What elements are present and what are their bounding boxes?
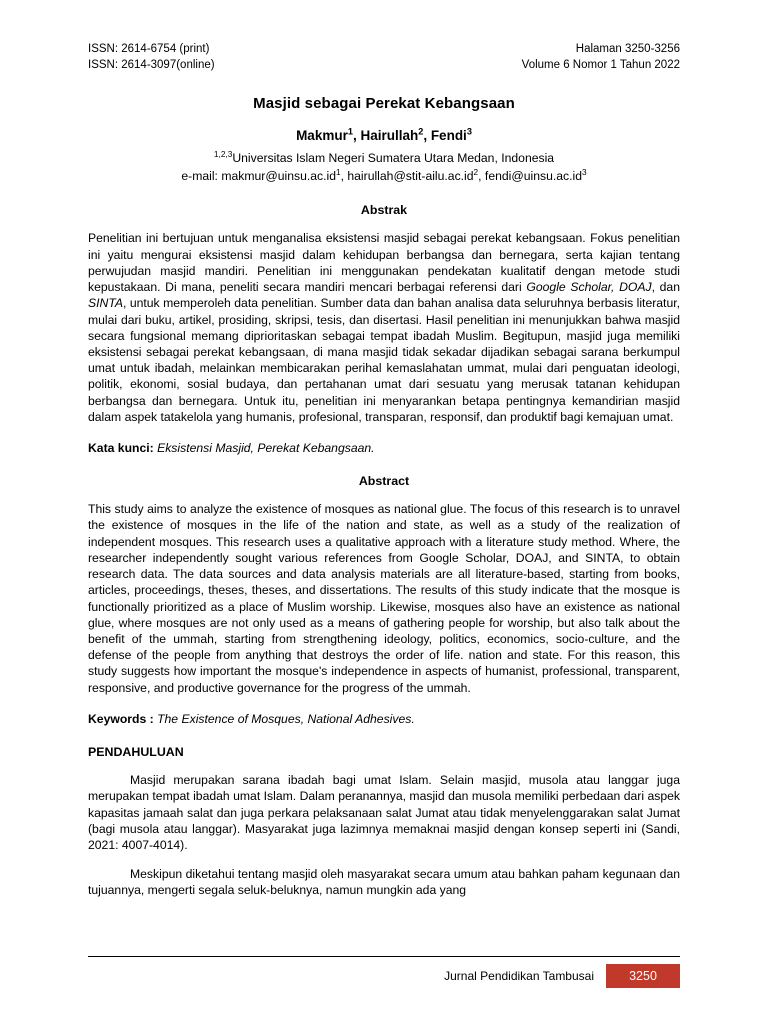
abstract-paragraph: This study aims to analyze the existence of mosques as national glue. The focus of this research is to unravel the existence of mosques in the life of the nation and state, as well as a study of the realization of independent mosques. This research uses a qualitative approach with a literature study method. Where, the researcher independently sought various references from Google Scholar, DOAJ, and SINTA, to obtain research data. The data sources and data analysis materials are all literature-based, starting from books, articles, proceedings, theses, theses, and dissertations. The results of this study indicate that the mosque is functionally prioritized as a place of Muslim worship. Likewise, mosques also have an existence as national glue, where mosques are not only used as a means of gathering people for worship, but also talk about the benefit of the ummah, starting from strengthening ideology, politics, economics, socio-culture, and the defense of the people from anything that destroys the order of life. nation and state. For this reason, this study suggests how important the mosque's independence in aspects of humanist, professional, transparent, responsive, and productive governance for the progress of the ummah. <box>88 502 680 695</box>
kata-kunci-value: Eksistensi Masjid, Perekat Kebangsaan. <box>153 441 375 456</box>
abstrak-part-a: Penelitian ini bertujuan untuk menganalisa eksistensi masjid sebagai perekat kebangsaan. Fokus penelitian ini yaitu mengurai eksistensi masjid dalam kehidupan berbangsa dan bernegara, serta kajian tentang perwujudan masjid mandiri. Penelitian ini menggunakan pendekatan kualitatif dengan metode studi kepustakaan. Di mana, peneliti secara mandiri mencari berbagai referensi dari <box>88 231 680 295</box>
pendahuluan-paragraph-1: Masjid merupakan sarana ibadah bagi umat Islam. Selain masjid, musola atau langgar juga merupakan tempat ibadah umat Islam. Dalam peranannya, masjid dan musola memiliki perbedaan dari aspek kapasitas jamaah salat dan juga perkara pelaksanaan salat Jumat atau tidak menyelenggarakan salat Jumat (bagi musola atau langgar). Masyarakat juga lazimnya memaknai masjid dengan konsep seperti ini (Sandi, 2021: 4007-4014). <box>88 773 680 852</box>
heading-abstract: Abstract <box>358 474 410 489</box>
issn-print: ISSN: 2614-6754 (print) <box>88 43 210 55</box>
author-list <box>88 128 680 143</box>
abstrak-paragraph <box>88 230 680 425</box>
keywords <box>88 711 680 727</box>
footer-divider <box>88 956 680 957</box>
footer-row <box>88 964 680 988</box>
author-2-sup: 2 <box>418 126 424 137</box>
issn-block <box>88 42 215 73</box>
affiliation-text: Universitas Islam Negeri Sumatera Utara Medan, Indonesia <box>232 151 555 166</box>
footer-page-number: 3250 <box>606 964 680 988</box>
heading-pendahuluan: PENDAHULUAN <box>88 745 184 760</box>
issue-block <box>522 42 680 73</box>
keywords-value: The Existence of Mosques, National Adhesives. <box>153 711 415 726</box>
email-3-sup: 3 <box>582 166 587 177</box>
email-2-sup: 2 <box>473 166 479 177</box>
affiliation <box>88 150 680 168</box>
author-sep-2: , Fendi <box>423 128 467 144</box>
abstrak-italic-1: Google Scholar, DOAJ <box>526 280 652 295</box>
email-2: , hairullah@stit-ailu.ac.id <box>340 168 474 183</box>
author-1: Makmur <box>296 128 348 144</box>
pendahuluan-paragraph-2: Meskipun diketahui tentang masjid oleh masyarakat secara umum atau bahkan paham kegunaan dan tujuannya, mengerti segala seluk-beluknya, namun mungkin ada yang <box>88 867 680 898</box>
email-1: e-mail: makmur@uinsu.ac.id <box>181 168 336 183</box>
abstrak-italic-2: SINTA <box>88 296 123 311</box>
email-1-sup: 1 <box>335 166 341 177</box>
heading-abstrak: Abstrak <box>360 203 408 218</box>
kata-kunci <box>88 440 680 456</box>
author-sep-1: , Hairullah <box>352 128 419 144</box>
footer-journal-name: Jurnal Pendidikan Tambusai <box>444 969 594 983</box>
volume-issue: Volume 6 Nomor 1 Tahun 2022 <box>521 58 680 71</box>
page-footer <box>88 956 680 988</box>
page-title: Masjid sebagai Perekat Kebangsaan <box>253 95 515 113</box>
kata-kunci-label: Kata kunci: <box>88 441 154 456</box>
abstrak-part-c: , untuk memperoleh data penelitian. Sumber data dan bahan analisa data seluruhnya berbasis literatur, mulai dari buku, artikel, prosiding, skripsi, tesis, dan disertasi. Hasil penelitian ini menunjukkan bahwa masjid secara fungsional memang diprioritaskan sebagai tempat ibadah Muslim. Begitupun, masjid juga memiliki eksistensi sebagai perekat kebangsaan, di mana masjid tidak sekadar dijadikan sebagai sarana berkumpul umat untuk ibadah, melainkan membicarakan perihal kemaslahatan ummat, mulai dari penguatan ideologi, politik, ekonomi, sosial budaya, dan pertahanan umat dari sesuatu yang merusak tatanan kehidupan berbangsa dan bernegara. Untuk itu, penelitian ini menyarankan betapa pentingnya kemandirian masjid dalam aspek tatakelola yang humanis, profesional, transparan, responsif, dan produktif bagi kemajuan umat. <box>88 296 680 424</box>
affiliation-sup: 1,2,3 <box>213 148 233 159</box>
page-header <box>88 42 680 73</box>
issn-online: ISSN: 2614-3097(online) <box>88 58 215 71</box>
email-line <box>88 168 680 186</box>
author-1-sup: 1 <box>347 126 353 137</box>
abstrak-part-b: , dan <box>651 280 680 295</box>
email-3: , fendi@uinsu.ac.id <box>478 168 582 183</box>
page-range: Halaman 3250-3256 <box>575 43 680 55</box>
author-3-sup: 3 <box>466 126 472 137</box>
keywords-label: Keywords : <box>88 711 154 726</box>
